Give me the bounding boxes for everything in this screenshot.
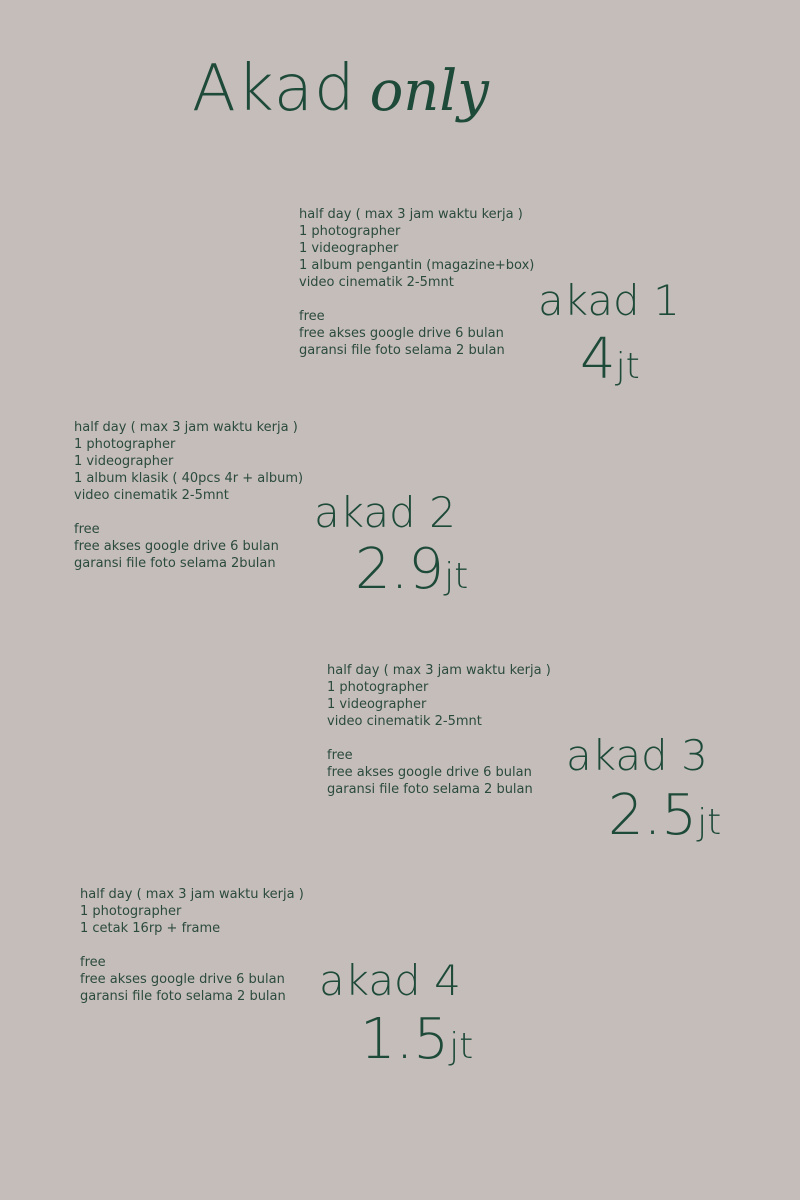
package-3-price-value: 2.5: [608, 783, 698, 848]
package-3-free-line: free akses google drive 6 bulan: [327, 765, 532, 780]
package-2-description: [74, 419, 303, 572]
package-1-name: akad 1: [538, 276, 680, 325]
package-4-price-unit: jt: [449, 1026, 474, 1067]
page-title-main: Akad: [192, 52, 356, 126]
package-4-free-line: garansi file foto selama 2 bulan: [80, 989, 286, 1004]
package-1-free-line: garansi file foto selama 2 bulan: [299, 343, 505, 358]
package-1-line: 1 album pengantin (magazine+box): [299, 258, 535, 273]
package-4-line: half day ( max 3 jam waktu kerja ): [80, 887, 304, 902]
package-1-price-unit: jt: [615, 346, 640, 387]
page-title: [192, 52, 489, 126]
package-4-name: akad 4: [319, 956, 461, 1005]
package-3-line: half day ( max 3 jam waktu kerja ): [327, 663, 551, 678]
package-4-price: [360, 1007, 474, 1083]
package-3-line: 1 videographer: [327, 697, 427, 712]
package-2-line: video cinematik 2-5mnt: [74, 488, 229, 503]
package-1-free-line: free akses google drive 6 bulan: [299, 326, 504, 341]
package-1-line: 1 videographer: [299, 241, 399, 256]
package-3-line: video cinematik 2-5mnt: [327, 714, 482, 729]
package-1-description: [299, 206, 534, 359]
package-1-line: video cinematik 2-5mnt: [299, 275, 454, 290]
package-3-free-line: garansi file foto selama 2 bulan: [327, 782, 533, 797]
package-4-free-title: free: [80, 955, 106, 970]
package-2-price-unit: jt: [444, 556, 469, 597]
page-title-accent: only: [369, 59, 489, 124]
package-3-name: akad 3: [566, 731, 708, 780]
package-4-price-value: 1.5: [360, 1007, 450, 1072]
package-4-description: [80, 886, 304, 1005]
package-2-free-title: free: [74, 522, 100, 537]
package-3-price: [608, 783, 722, 859]
package-3-free-title: free: [327, 748, 353, 763]
package-4-line: 1 photographer: [80, 904, 182, 919]
package-2-line: half day ( max 3 jam waktu kerja ): [74, 420, 298, 435]
package-2-free-line: free akses google drive 6 bulan: [74, 539, 279, 554]
package-2-price-value: 2.9: [355, 537, 445, 602]
package-2-line: 1 photographer: [74, 437, 176, 452]
package-4-free-line: free akses google drive 6 bulan: [80, 972, 285, 987]
package-1-line: 1 photographer: [299, 224, 401, 239]
package-3-price-unit: jt: [697, 802, 722, 843]
package-2-name: akad 2: [314, 488, 456, 537]
package-2-free-line: garansi file foto selama 2bulan: [74, 556, 276, 571]
package-1-free-title: free: [299, 309, 325, 324]
package-2-line: 1 album klasik ( 40pcs 4r + album): [74, 471, 304, 486]
package-1-line: half day ( max 3 jam waktu kerja ): [299, 207, 523, 222]
package-1-price-value: 4: [580, 327, 616, 392]
package-2-line: 1 videographer: [74, 454, 174, 469]
package-1-price: [580, 327, 640, 403]
package-4-line: 1 cetak 16rp + frame: [80, 921, 221, 936]
package-2-price: [355, 537, 469, 613]
package-3-line: 1 photographer: [327, 680, 429, 695]
package-3-description: [327, 662, 551, 798]
